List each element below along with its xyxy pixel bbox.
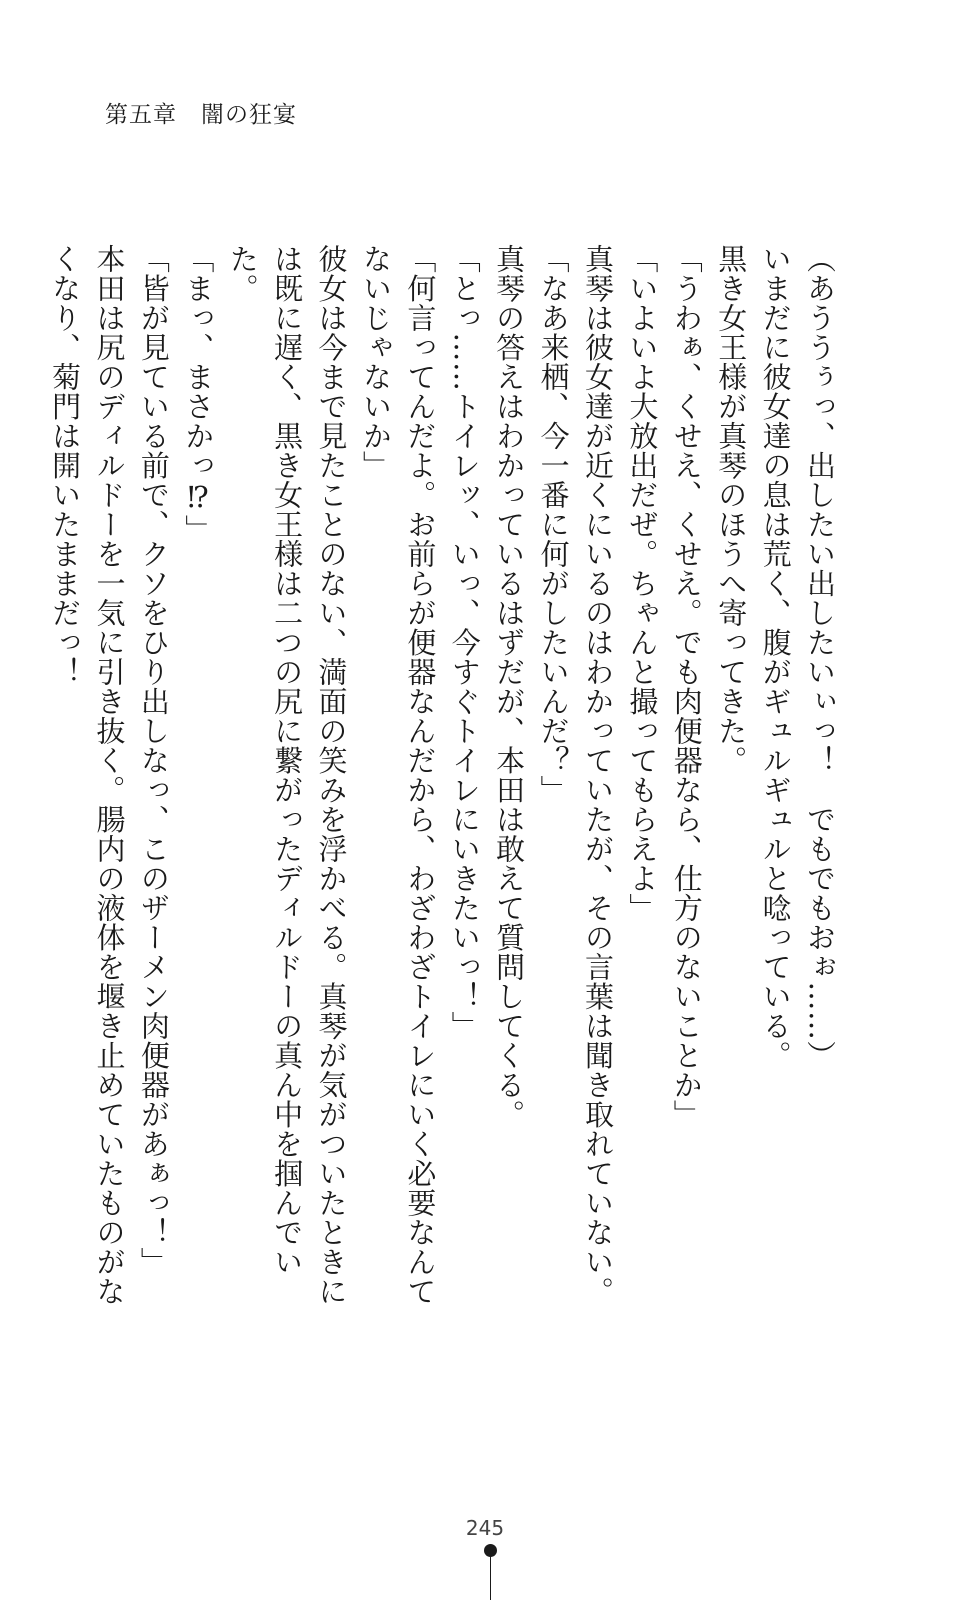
paragraph-11: 彼女は今まで見たことのない、満面の笑みを浮かべる。真琴が気がついたときには既に遅く、黒き女王様は二つの尻に繋がったディルドーの真ん中を掴んでいた。 <box>225 244 349 1306</box>
paragraph-9: 「とっ……トイレッ、いっ、今すぐトイレにいきたいっ！」 <box>447 244 482 1041</box>
paragraph-10: 「何言ってんだよ。お前らが便器なんだから、わざわざトイレにいく必要なんてないじゃないか」 <box>358 244 438 1306</box>
paragraph-14: 本田は尻のディルドーを一気に引き抜く。腸内の液体を堰き止めていたものがなくなり、菊門は開いたままだっ！ <box>48 244 127 1306</box>
paragraph-6: 真琴は彼女達が近くにいるのはわかっていたが、その言葉は聞き取れていない。 <box>580 244 615 1306</box>
paragraph-4: 「うわぁ、くせえ、くせえ。でも肉便器なら、仕方のないことか」 <box>669 244 704 1129</box>
paragraph-8: 真琴の答えはわかっているはずだが、本田は敢えて質問してくる。 <box>492 244 527 1129</box>
running-head-chapter-title: 第五章 闇の狂宴 <box>105 102 297 128</box>
paragraph-1: （あううぅっ、出したい出したいぃっ！ でもでもおぉ……） <box>803 244 837 1070</box>
paragraph-13: 「皆が見ている前で、クソをひり出しなっ、このザーメン肉便器があぁっ！」 <box>136 244 171 1277</box>
page-number: 245 <box>465 1516 505 1540</box>
page-marker-line <box>490 1556 491 1600</box>
paragraph-7: 「なあ来栖、今一番に何がしたいんだ？」 <box>536 244 571 805</box>
paragraph-3: 黒き女王様が真琴のほうへ寄ってきた。 <box>714 244 749 775</box>
vertical-body-text <box>48 244 842 1314</box>
paragraph-12: 「まっ、まさかっ⁉」 <box>181 244 216 544</box>
paragraph-2: いまだに彼女達の息は荒く、腹がギュルギュルと唸っている。 <box>758 244 793 1070</box>
paragraph-5: 「いよいよ大放出だぜ。ちゃんと撮ってもらえよ」 <box>625 244 660 923</box>
